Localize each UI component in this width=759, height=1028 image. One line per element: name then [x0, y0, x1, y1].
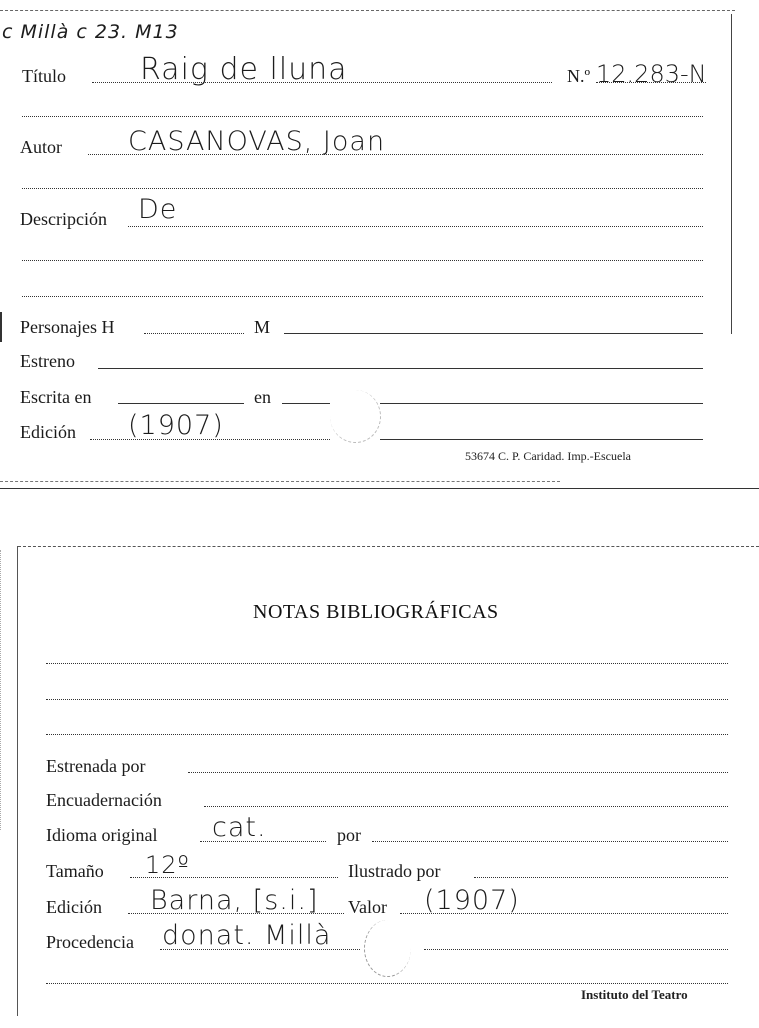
- estreno-label: Estreno: [20, 351, 75, 371]
- escrita-en-line: [282, 403, 330, 404]
- autor-label: Autor: [20, 137, 62, 157]
- autor-value: CASANOVAS, Joan: [128, 126, 386, 157]
- escrita-line: [118, 403, 244, 404]
- valor-label: Valor: [348, 897, 387, 917]
- descripcion-label: Descripción: [20, 209, 107, 229]
- numero-label: N.º: [567, 66, 591, 86]
- printer-note: 53674 C. P. Caridad. Imp.-Escuela: [465, 449, 631, 463]
- autor-line-2: [22, 188, 703, 189]
- personajes-m-line: [284, 333, 703, 334]
- corner-note: c Millà c 23. M13: [2, 21, 179, 43]
- titulo-value: Raig de lluna: [140, 52, 348, 87]
- estrenada-line: [188, 772, 728, 773]
- edicion-value: (1907): [128, 410, 224, 441]
- procedencia-label: Procedencia: [46, 932, 134, 952]
- estrenada-label: Estrenada por: [46, 756, 146, 776]
- escrita-en-label: en: [254, 387, 271, 407]
- idioma-por-line: [372, 841, 728, 842]
- top-card: [0, 0, 759, 495]
- procedencia-value: donat. Millà: [162, 920, 332, 951]
- punch-hole-2: [364, 920, 411, 977]
- bottom-card-left-edge: [17, 546, 18, 1016]
- ilustrado-label: Ilustrado por: [348, 861, 441, 881]
- edicion-label: Edición: [20, 422, 76, 442]
- estreno-line: [98, 368, 703, 369]
- notas-line-2: [46, 699, 728, 700]
- bottom-card-top-edge: [18, 546, 759, 547]
- notas-final-line: [46, 983, 728, 984]
- descripcion-line-3: [22, 296, 703, 297]
- valor-value: (1907): [424, 885, 520, 916]
- encuadernacion-line: [204, 806, 728, 807]
- ilustrado-line: [474, 877, 728, 878]
- edicion-line-2: [380, 439, 703, 440]
- escrita-en-line-2: [380, 403, 703, 404]
- personajes-label: Personajes H: [20, 317, 115, 337]
- notas-line-3: [46, 734, 728, 735]
- top-card-left-mark: [0, 312, 2, 342]
- idioma-label: Idioma original: [46, 825, 158, 845]
- encuadernacion-label: Encuadernación: [46, 790, 162, 810]
- titulo-line-2: [22, 116, 703, 117]
- descripcion-value: De: [138, 194, 178, 225]
- procedencia-line-2: [424, 949, 728, 950]
- notas-heading: NOTAS BIBLIOGRÁFICAS: [253, 601, 499, 623]
- escrita-label: Escrita en: [20, 387, 92, 407]
- personajes-m-label: M: [254, 317, 271, 337]
- tamano-label: Tamaño: [46, 861, 104, 881]
- edicion2-value: Barna, [s.i.]: [150, 885, 319, 916]
- bottom-card: [0, 500, 759, 1028]
- notas-line-1: [46, 663, 728, 664]
- descripcion-line: [128, 226, 703, 227]
- personajes-h-line: [144, 333, 244, 334]
- titulo-label: Título: [22, 66, 66, 86]
- descripcion-line-2: [22, 260, 703, 261]
- idioma-value: cat.: [212, 812, 267, 843]
- top-card-top-edge: [0, 10, 735, 11]
- bottom-card-scan-speckle: [0, 550, 13, 830]
- edicion2-label: Edición: [46, 897, 102, 917]
- numero-value: 12.283-N: [596, 60, 707, 88]
- institution-name: Instituto del Teatro: [581, 987, 688, 1002]
- top-card-bottom-edge-dashed: [0, 481, 560, 482]
- idioma-por-label: por: [337, 825, 361, 845]
- top-card-bottom-edge: [0, 488, 759, 489]
- tamano-value: 12º: [145, 851, 190, 879]
- top-card-right-edge: [731, 14, 732, 334]
- punch-hole: [330, 390, 381, 443]
